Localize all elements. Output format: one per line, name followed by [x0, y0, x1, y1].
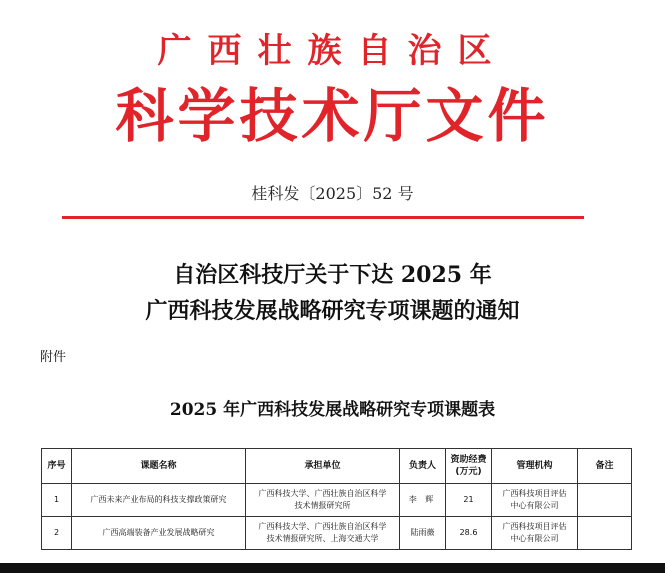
cell-funding: 28.6 — [446, 517, 492, 550]
header-agency: 管理机构 — [492, 449, 578, 484]
cell-unit-line1: 广西科技大学、广西壮族自治区科学 — [258, 522, 387, 531]
table-title: 2025 年广西科技发展战略研究专项课题表 — [169, 400, 496, 420]
cell-agency — [492, 517, 578, 550]
cell-leader: 李 辉 — [400, 484, 446, 517]
cell-agency-line2: 中心有限公司 — [510, 534, 559, 543]
cell-topic: 广西未来产业布局的科技支撑政策研究 — [72, 484, 246, 517]
cell-unit-line2: 技术情报研究所 — [294, 501, 351, 510]
cell-agency — [492, 484, 578, 517]
cell-topic: 广西高端装备产业发展战略研究 — [72, 517, 246, 550]
header-index: 序号 — [42, 449, 72, 484]
red-divider-line — [62, 216, 584, 219]
header-funding — [446, 449, 492, 484]
cell-unit-line1: 广西科技大学、广西壮族自治区科学 — [258, 489, 387, 498]
document-number: 桂科发〔2025〕52 号 — [251, 184, 414, 203]
issuer-header-line1: 广西壮族自治区 — [157, 31, 508, 71]
cell-remarks — [578, 517, 632, 550]
cell-unit-line2: 技术情报研究所、上海交通大学 — [266, 534, 379, 543]
notice-title-line2: 广西科技发展战略研究专项课题的通知 — [145, 298, 520, 324]
cell-index: 1 — [42, 484, 72, 517]
cell-unit — [246, 517, 400, 550]
issuer-header-line2: 科学技术厅文件 — [115, 82, 550, 150]
header-funding-line2: (万元) — [455, 467, 482, 477]
cell-agency-line1: 广西科技项目评估 — [502, 489, 567, 498]
attachment-label: 附件 — [40, 350, 67, 365]
projects-table — [41, 448, 632, 550]
cell-remarks — [578, 484, 632, 517]
cell-agency-line2: 中心有限公司 — [510, 501, 559, 510]
header-remarks: 备注 — [578, 449, 632, 484]
header-unit: 承担单位 — [246, 449, 400, 484]
cell-index: 2 — [42, 517, 72, 550]
notice-title-line1: 自治区科技厅关于下达 2025 年 — [173, 262, 492, 288]
cell-leader: 陆雨薇 — [400, 517, 446, 550]
header-leader: 负责人 — [400, 449, 446, 484]
cell-funding: 21 — [446, 484, 492, 517]
cell-agency-line1: 广西科技项目评估 — [502, 522, 567, 531]
table-row — [42, 517, 632, 550]
page-bottom-edge — [0, 563, 665, 573]
table-row — [42, 484, 632, 517]
header-topic: 课题名称 — [72, 449, 246, 484]
table-header-row — [42, 449, 632, 484]
header-funding-line1: 资助经费 — [450, 455, 487, 465]
cell-unit — [246, 484, 400, 517]
